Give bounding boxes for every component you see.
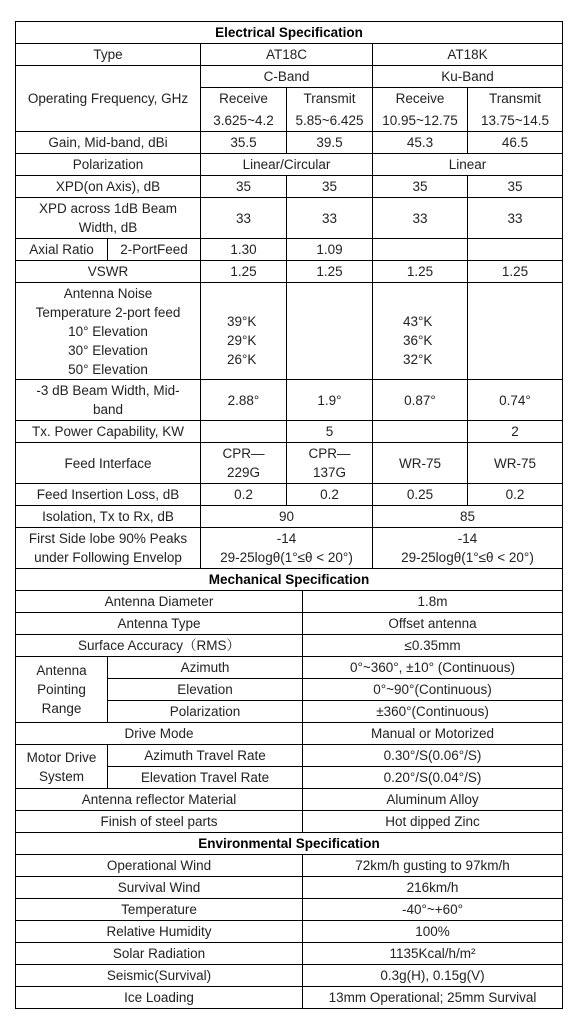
vswr-label: VSWR <box>16 261 201 283</box>
reflector-material-label: Antenna reflector Material <box>16 789 303 811</box>
isolation-c: 90 <box>201 506 373 528</box>
env-value: 100% <box>303 921 563 943</box>
feed-ku-transmit: WR-75 <box>468 443 563 484</box>
azimuth-rate-label: Azimuth Travel Rate <box>108 745 303 767</box>
electrical-section-title: Electrical Specification <box>16 22 563 44</box>
noise-c-value: 29°K <box>227 332 257 348</box>
band-c: C-Band <box>201 66 373 88</box>
ku-transmit-freq: 13.75~14.5 <box>468 110 563 132</box>
ku-receive-label: Receive <box>373 88 468 110</box>
env-value: 0.3g(H), 0.15g(V) <box>303 965 563 987</box>
xpd-beam-label-line: XPD across 1dB Beam <box>38 201 178 216</box>
sidelobe-label <box>16 528 201 569</box>
pointing-range-label <box>16 657 108 723</box>
gain-label: Gain, Mid-band, dBi <box>16 132 201 154</box>
model-at18c: AT18C <box>201 44 373 66</box>
ku-transmit-label: Transmit <box>468 88 563 110</box>
noise-k-value: 32°K <box>403 351 433 367</box>
feed-c-transmit <box>287 443 373 484</box>
elevation-rate-label: Elevation Travel Rate <box>108 767 303 789</box>
sidelobe-ku-line: 29-25logθ(1°≤θ < 20°) <box>401 550 534 565</box>
drive-mode-value: Manual or Motorized <box>303 723 563 745</box>
axial-ratio-label: Axial Ratio <box>16 239 108 261</box>
power-empty <box>201 421 287 443</box>
insertion-loss-value: 0.2 <box>287 484 373 506</box>
xpd-beam-value: 33 <box>287 198 373 239</box>
axial-ratio-empty <box>373 239 468 261</box>
polarization-c: Linear/Circular <box>201 154 373 176</box>
c-transmit-label: Transmit <box>287 88 373 110</box>
feed-c-transmit-line: 137G <box>312 465 347 480</box>
noise-c-value: 26°K <box>227 351 257 367</box>
steel-finish-label: Finish of steel parts <box>16 811 303 833</box>
vswr-value: 1.25 <box>468 261 563 283</box>
insertion-loss-label: Feed Insertion Loss, dB <box>16 484 201 506</box>
beamwidth-value: 2.88° <box>201 380 287 421</box>
ku-receive-freq: 10.95~12.75 <box>373 110 468 132</box>
noise-c-tx-empty <box>287 283 373 380</box>
operating-frequency-label: Operating Frequency, GHz <box>16 66 201 132</box>
gain-value: 39.5 <box>287 132 373 154</box>
polarization-range-value: ±360°(Continuous) <box>303 701 563 723</box>
mechanical-section-title: Mechanical Specification <box>16 569 563 591</box>
isolation-ku: 85 <box>373 506 563 528</box>
sidelobe-label-line: First Side lobe 90% Peaks <box>28 531 188 546</box>
power-capability-label: Tx. Power Capability, KW <box>16 421 201 443</box>
surface-accuracy-label: Surface Accuracy（RMS） <box>16 635 303 657</box>
power-value-c: 5 <box>287 421 373 443</box>
vswr-value: 1.25 <box>287 261 373 283</box>
env-label: Operational Wind <box>16 855 303 877</box>
beamwidth-label <box>16 380 201 421</box>
noise-label-line: Antenna Noise <box>63 285 153 301</box>
env-label: Seismic(Survival) <box>16 965 303 987</box>
elevation-value: 0°~90°(Continuous) <box>303 679 563 701</box>
env-value: -40°~+60° <box>303 899 563 921</box>
motor-label-line: System <box>38 768 84 784</box>
env-label: Relative Humidity <box>16 921 303 943</box>
antenna-type-value: Offset antenna <box>303 613 563 635</box>
xpd-beam-value: 33 <box>468 198 563 239</box>
noise-c-values <box>201 283 287 380</box>
noise-label-line: 10° Elevation <box>68 323 148 339</box>
gain-value: 45.3 <box>373 132 468 154</box>
c-transmit-freq: 5.85~6.425 <box>287 110 373 132</box>
polarization-label: Polarization <box>16 154 201 176</box>
diameter-label: Antenna Diameter <box>16 591 303 613</box>
env-value: 13mm Operational; 25mm Survival <box>303 987 563 1009</box>
env-value: 216km/h <box>303 877 563 899</box>
noise-k-value: 36°K <box>403 332 433 348</box>
noise-k-tx-empty <box>468 283 563 380</box>
band-ku: Ku-Band <box>373 66 563 88</box>
env-label: Survival Wind <box>16 877 303 899</box>
environmental-section-title: Environmental Specification <box>16 833 563 855</box>
vswr-value: 1.25 <box>201 261 287 283</box>
sidelobe-c <box>201 528 373 569</box>
noise-label-line: 50° Elevation <box>68 361 148 377</box>
env-value: 72km/h gusting to 97km/h <box>303 855 563 877</box>
c-receive-freq: 3.625~4.2 <box>201 110 287 132</box>
sidelobe-label-line: under Following Envelop <box>34 550 182 565</box>
feed-c-receive-line: 229G <box>226 465 261 480</box>
specification-table <box>15 21 563 1009</box>
diameter-value: 1.8m <box>303 591 563 613</box>
drive-mode-label: Drive Mode <box>16 723 303 745</box>
polarization-range-label: Polarization <box>108 701 303 723</box>
pointing-label-line: Pointing <box>37 682 86 697</box>
reflector-material-value: Aluminum Alloy <box>303 789 563 811</box>
antenna-type-label: Antenna Type <box>16 613 303 635</box>
axial-ratio-value: 1.30 <box>201 239 287 261</box>
insertion-loss-value: 0.2 <box>201 484 287 506</box>
motor-drive-label <box>16 745 108 789</box>
gain-value: 46.5 <box>468 132 563 154</box>
sidelobe-ku-line: -14 <box>457 531 478 546</box>
c-receive-label: Receive <box>201 88 287 110</box>
feed-c-receive-line: CPR— <box>222 446 265 461</box>
sidelobe-c-line: 29-25logθ(1°≤θ < 20°) <box>220 550 353 565</box>
xpd-beam-value: 33 <box>373 198 468 239</box>
elevation-rate-value: 0.20°/S(0.04°/S) <box>303 767 563 789</box>
beamwidth-label-line: band <box>92 402 124 417</box>
axial-feed-label: 2-PortFeed <box>108 239 201 261</box>
env-label: Ice Loading <box>16 987 303 1009</box>
feed-ku-receive: WR-75 <box>373 443 468 484</box>
feed-c-receive <box>201 443 287 484</box>
feed-c-transmit-line: CPR— <box>308 446 351 461</box>
type-label: Type <box>16 44 201 66</box>
xpd-beam-label <box>16 198 201 239</box>
noise-k-values <box>373 283 468 380</box>
noise-k-value: 43°K <box>403 313 433 329</box>
surface-accuracy-value: ≤0.35mm <box>303 635 563 657</box>
motor-label-line: Motor Drive <box>26 749 97 765</box>
pointing-label-line: Range <box>41 701 82 716</box>
azimuth-rate-value: 0.30°/S(0.06°/S) <box>303 745 563 767</box>
xpd-axis-label: XPD(on Axis), dB <box>16 176 201 198</box>
beamwidth-value: 0.74° <box>468 380 563 421</box>
xpd-axis-value: 35 <box>373 176 468 198</box>
xpd-axis-value: 35 <box>201 176 287 198</box>
power-value-ku: 2 <box>468 421 563 443</box>
beamwidth-label-line: -3 dB Beam Width, Mid- <box>36 383 180 398</box>
power-empty <box>373 421 468 443</box>
sidelobe-c-line: -14 <box>276 531 297 546</box>
xpd-beam-value: 33 <box>201 198 287 239</box>
feed-interface-label: Feed Interface <box>16 443 201 484</box>
azimuth-value: 0°~360°, ±10° (Continuous) <box>303 657 563 679</box>
gain-value: 35.5 <box>201 132 287 154</box>
insertion-loss-value: 0.25 <box>373 484 468 506</box>
noise-label-line: 30° Elevation <box>68 342 148 358</box>
xpd-axis-value: 35 <box>468 176 563 198</box>
noise-temperature-label <box>16 283 201 380</box>
elevation-label: Elevation <box>108 679 303 701</box>
pointing-label-line: Antenna <box>36 663 87 678</box>
model-at18k: AT18K <box>373 44 563 66</box>
env-label: Solar Radiation <box>16 943 303 965</box>
insertion-loss-value: 0.2 <box>468 484 563 506</box>
vswr-value: 1.25 <box>373 261 468 283</box>
polarization-ku: Linear <box>373 154 563 176</box>
env-label: Temperature <box>16 899 303 921</box>
axial-ratio-empty <box>468 239 563 261</box>
steel-finish-value: Hot dipped Zinc <box>303 811 563 833</box>
xpd-axis-value: 35 <box>287 176 373 198</box>
azimuth-label: Azimuth <box>108 657 303 679</box>
env-value: 1135Kcal/h/m² <box>303 943 563 965</box>
axial-ratio-value: 1.09 <box>287 239 373 261</box>
xpd-beam-label-line: Width, dB <box>78 220 138 235</box>
sidelobe-ku <box>373 528 563 569</box>
noise-label-line: Temperature 2-port feed <box>35 304 181 320</box>
isolation-label: Isolation, Tx to Rx, dB <box>16 506 201 528</box>
beamwidth-value: 1.9° <box>287 380 373 421</box>
noise-c-value: 39°K <box>227 313 257 329</box>
beamwidth-value: 0.87° <box>373 380 468 421</box>
